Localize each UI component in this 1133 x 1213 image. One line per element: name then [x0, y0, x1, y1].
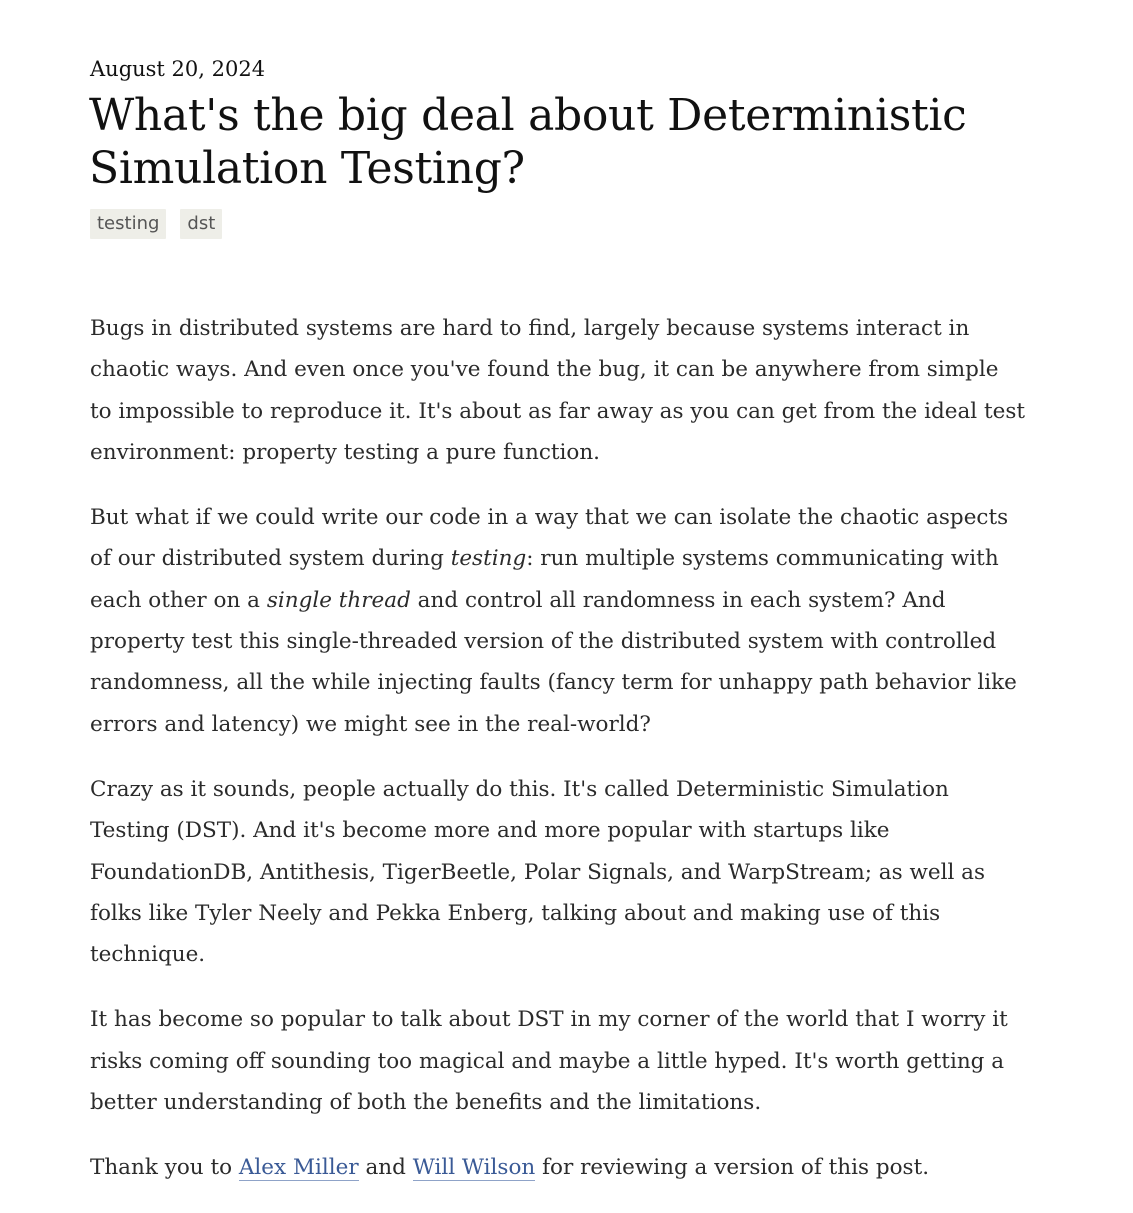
post-date: August 20, 2024: [90, 57, 266, 81]
emphasis-single-thread: single thread: [266, 587, 411, 613]
paragraph-text: Thank you to: [90, 1155, 239, 1181]
tag-dst[interactable]: dst: [180, 209, 222, 239]
tag-testing[interactable]: testing: [90, 209, 166, 239]
post-title: What's the big deal about Deterministic Simulation Testing?: [89, 90, 967, 194]
emphasis-testing: testing: [450, 546, 527, 572]
link-alex-miller[interactable]: Alex Miller: [238, 1155, 359, 1181]
paragraph-intro: Bugs in distributed systems are hard to find, largely because systems interact in chaotic ways. And even once you've found the bug, it can be anywhere from simple to impossible to reproduce it. It's about as far away as you can get from the ideal test environment: property testing a pure function.: [90, 316, 1026, 465]
link-will-wilson[interactable]: Will Wilson: [412, 1155, 536, 1181]
paragraph-text: But what if we could write our code in a way that we can isolate the chaotic aspects of our distributed system during: [90, 505, 1009, 572]
paragraph-what-if: [90, 497, 1025, 745]
paragraph-text: : run multiple systems communicating with each other on a: [90, 546, 999, 613]
paragraph-hype: It has become so popular to talk about DST in my corner of the world that I worry it risks coming off sounding too magical and maybe a little hyped. It's worth getting a better understanding of both the benefits and the limitations.: [90, 1007, 1008, 1116]
paragraph-dst-popularity: Crazy as it sounds, people actually do this. It's called Deterministic Simulation Testing (DST). And it's become more and more popular with startups like FoundationDB, Antithesis, TigerBeetle, Polar Signals, and WarpStream; as well as folks like Tyler Neely and Pekka Enberg, talking about and making use of this technique.: [90, 776, 986, 968]
paragraph-thanks: [90, 1147, 1025, 1188]
paragraph-text: and control all randomness in each system? And property test this single-threaded version of the distributed system with controlled randomness, all the while injecting faults (fancy term for unhappy path behavior like errors and latency) we might see in the real-world?: [90, 587, 1017, 737]
paragraph-text: and: [358, 1155, 413, 1181]
tag-list: [90, 209, 222, 239]
post-body: [90, 308, 1025, 1213]
paragraph-text: for reviewing a version of this post.: [535, 1155, 930, 1181]
